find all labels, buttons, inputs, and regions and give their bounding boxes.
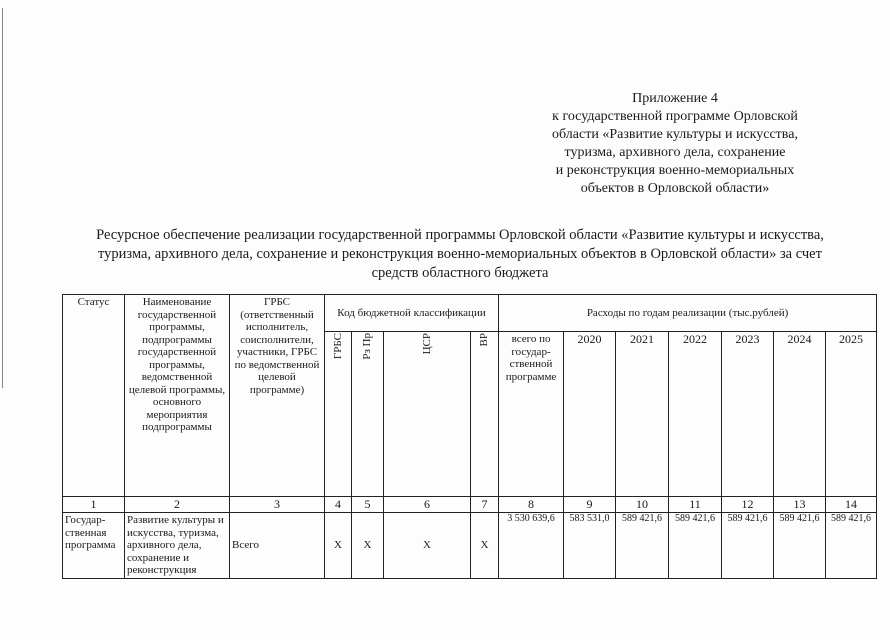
cell-name: Развитие культуры и искусства, туризма, архивного дела, сохранение и реконструкция: [125, 513, 230, 579]
cell-year-value: 589 421,6: [616, 513, 669, 579]
table-row: [63, 513, 877, 579]
cell-year-value: 589 421,6: [774, 513, 826, 579]
header-year: 2023: [722, 332, 774, 497]
header-grbs-desc: (ответственный исполнитель, соисполнители, участники, ГРБС по ведомственной целевой программе): [234, 308, 320, 396]
cell-status: Государ-ственная программа: [63, 513, 125, 579]
kbk-rzpr-label: Рз Пр: [361, 333, 374, 360]
column-number: 3: [230, 497, 325, 513]
kbk-vr-label: ВР: [478, 333, 491, 347]
header-name: Наименование государственной программы, подпрограммы государственной программы, ведомственной целевой программы, основного мероприятия подпрограммы: [125, 295, 230, 497]
column-number: 9: [564, 497, 616, 513]
header-year: 2022: [669, 332, 722, 497]
cell-kbk-csr: Х: [384, 513, 471, 579]
column-number: 5: [352, 497, 384, 513]
column-number: 14: [826, 497, 877, 513]
header-kbk: Код бюджетной классификации: [325, 295, 499, 332]
header-total: всего по государ-ственной программе: [499, 332, 564, 497]
column-number: 11: [669, 497, 722, 513]
appendix-line: области «Развитие культуры и искусства,: [552, 127, 798, 142]
appendix-line: объектов в Орловской области»: [580, 181, 770, 196]
column-number-row: [63, 497, 877, 513]
appendix-line: и реконструкция военно-мемориальных: [555, 163, 795, 178]
cell-year-value: 589 421,6: [669, 513, 722, 579]
column-number: 4: [325, 497, 352, 513]
resource-table: [62, 294, 877, 579]
header-kbk-grbs: [325, 332, 352, 497]
column-number: 6: [384, 497, 471, 513]
header-kbk-csr: [384, 332, 471, 497]
header-status: Статус: [63, 295, 125, 497]
header-kbk-rzpr: [352, 332, 384, 497]
scan-edge-line: [2, 8, 3, 388]
cell-year-value: 589 421,6: [722, 513, 774, 579]
appendix-note: [520, 90, 830, 198]
title-line: средств областного бюджета: [371, 265, 549, 281]
header-year: 2024: [774, 332, 826, 497]
document-title: [70, 226, 850, 283]
column-number: 13: [774, 497, 826, 513]
header-year: 2020: [564, 332, 616, 497]
header-kbk-vr: [471, 332, 499, 497]
kbk-csr-label: ЦСР: [420, 333, 433, 355]
cell-kbk-grbs: Х: [325, 513, 352, 579]
cell-year-value: 583 531,0: [564, 513, 616, 579]
appendix-line: туризма, архивного дела, сохранение: [564, 145, 786, 160]
title-line: Ресурсное обеспечение реализации государственной программы Орловской области «Развитие культуры и искусства,: [96, 227, 824, 243]
kbk-grbs-label: ГРБС: [331, 333, 344, 360]
title-line: туризма, архивного дела, сохранение и реконструкция военно-мемориальных объектов в Орловской области» за счет: [98, 246, 822, 262]
header-grbs: [230, 295, 325, 497]
cell-year-value: 589 421,6: [826, 513, 877, 579]
cell-total: 3 530 639,6: [499, 513, 564, 579]
column-number: 7: [471, 497, 499, 513]
column-number: 10: [616, 497, 669, 513]
header-expenses: Расходы по годам реализации (тыс.рублей): [499, 295, 877, 332]
column-number: 1: [63, 497, 125, 513]
column-number: 2: [125, 497, 230, 513]
column-number: 8: [499, 497, 564, 513]
header-year: 2021: [616, 332, 669, 497]
header-year: 2025: [826, 332, 877, 497]
cell-kbk-vr: Х: [471, 513, 499, 579]
column-number: 12: [722, 497, 774, 513]
cell-kbk-rzpr: Х: [352, 513, 384, 579]
appendix-line: к государственной программе Орловской: [552, 109, 798, 124]
appendix-line: Приложение 4: [632, 91, 718, 106]
header-grbs-top: ГРБС: [263, 296, 291, 308]
cell-grbs: Всего: [230, 513, 325, 579]
